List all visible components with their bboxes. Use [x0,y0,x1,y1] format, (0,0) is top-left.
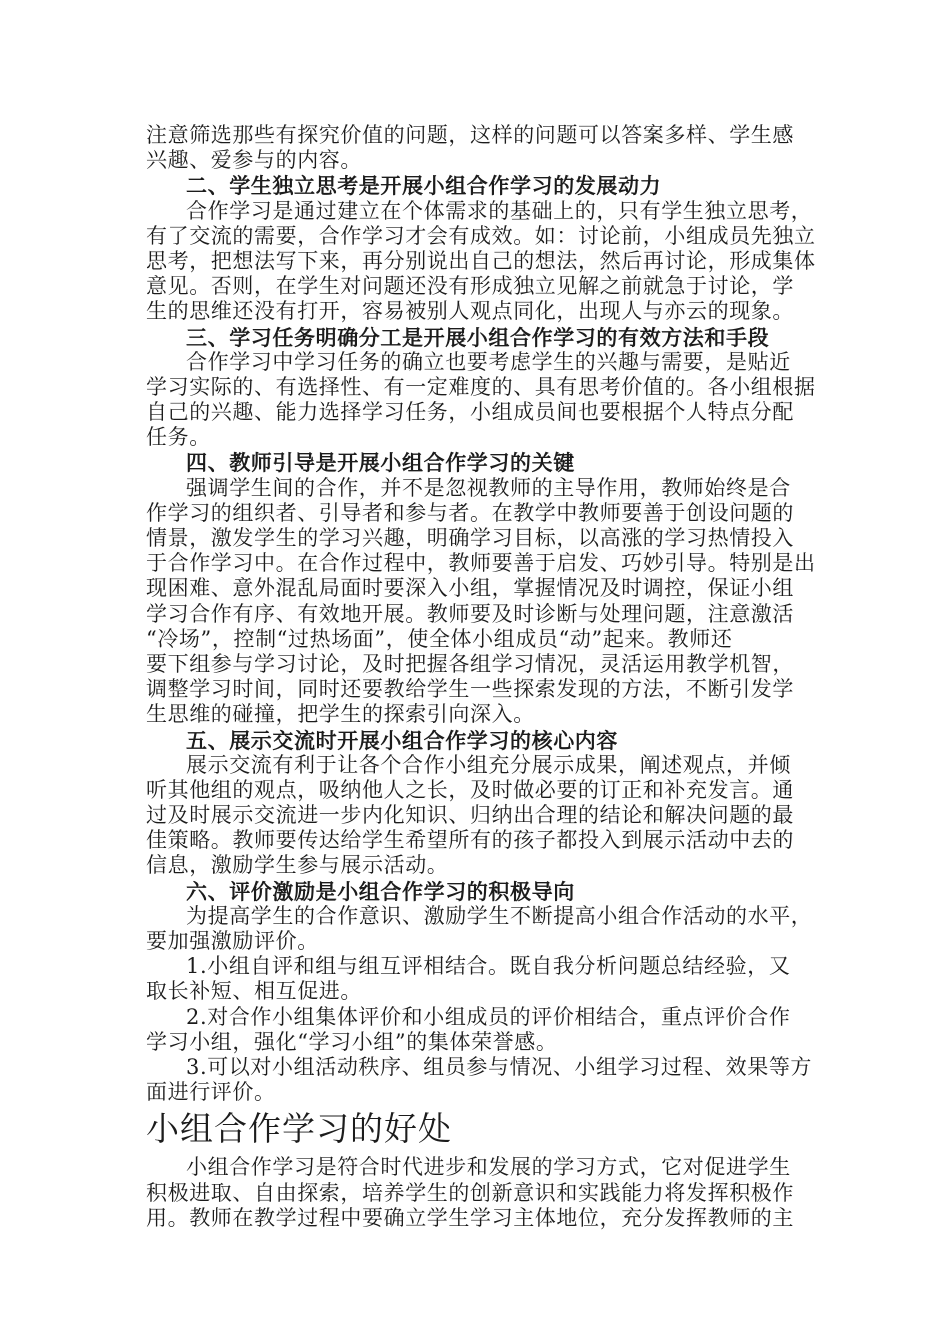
list-item-line: 3.可以对小组活动秩序、组员参与情况、小组学习过程、效果等方 [186,1054,813,1079]
paragraph-line: 要加强激励评价。 [146,929,319,953]
paragraph-line: 于合作学习中。在合作过程中，教师要善于启发、巧妙引导。特别是出 [146,551,816,576]
paragraph-line: 有了交流的需要，合作学习才会有成效。如：讨论前，小组成员先独立 [146,223,816,248]
paragraph-line: 积极进取、自由探索，培养学生的创新意识和实践能力将发挥积极作 [146,1180,794,1205]
document-page [146,123,816,1231]
paragraph-line: 为提高学生的合作意识、激励学生不断提高小组合作活动的水平， [186,903,813,928]
paragraph-line: 作学习的组织者、引导者和参与者。在教学中教师要善于创设问题的 [146,500,794,525]
paragraph-line: 任务。 [146,425,211,450]
paragraph-line: 强调学生间的合作，并不是忽视教师的主导作用，教师始终是合 [186,475,791,500]
paragraph-line: 意见。否则，在学生对问题还没有形成独立见解之前就急于讨论，学 [146,274,794,299]
paragraph-line: 现困难、意外混乱局面时要深入小组，掌握情况及时调控，保证小组 [146,576,794,601]
paragraph-line: 展示交流有利于让各个合作小组充分展示成果，阐述观点，并倾 [186,752,791,777]
list-item-line: 面进行评价。 [146,1080,276,1105]
list-item-line: 学习小组，强化“学习小组”的集体荣誉感。 [146,1029,558,1054]
paragraph-line: 思考，把想法写下来，再分别说出自己的想法，然后再讨论，形成集体 [146,248,816,273]
paragraph-line: 佳策略。教师要传达给学生希望所有的孩子都投入到展示活动中去的 [146,828,794,853]
paragraph-line: 小组合作学习是符合时代进步和发展的学习方式，它对促进学生 [186,1155,791,1180]
paragraph-line: 调整学习时间，同时还要教给学生一些探索发现的方法，不断引发学 [146,677,794,702]
paragraph-line: 兴趣、爱参与的内容。 [146,148,362,173]
paragraph-line: 生思维的碰撞，把学生的探索引向深入。 [146,702,535,727]
paragraph-line: 听其他组的观点，吸纳他人之长，及时做必要的订正和补充发言。通 [146,777,794,802]
paragraph-line: 合作学习是通过建立在个体需求的基础上的，只有学生独立思考， [186,198,813,223]
section-heading: 五、展示交流时开展小组合作学习的核心内容 [186,727,618,753]
section-heading: 二、学生独立思考是开展小组合作学习的发展动力 [186,173,662,199]
benefits-title: 小组合作学习的好处 [146,1109,452,1149]
paragraph-line: 要下组参与学习讨论，及时把握各组学习情况，灵活运用教学机智， [146,651,794,676]
paragraph-line: 生的思维还没有打开，容易被别人观点同化，出现人与亦云的现象。 [146,299,794,324]
paragraph-line: “冷场”，控制“过热场面”，使全体小组成员“动”起来。教师还 [146,626,733,651]
paragraph-line: 注意筛选那些有探究价值的问题，这样的问题可以答案多样、学生感 [146,123,794,147]
paragraph-line: 合作学习中学习任务的确立也要考虑学生的兴趣与需要，是贴近 [186,349,791,374]
section-heading: 四、教师引导是开展小组合作学习的关键 [186,450,575,476]
list-item-line: 取长补短、相互促进。 [146,979,362,1004]
paragraph-line: 信息，激励学生参与展示活动。 [146,853,449,878]
paragraph-line: 情景，激发学生的学习兴趣，明确学习目标，以高涨的学习热情投入 [146,526,794,550]
list-item-line: 2.对合作小组集体评价和小组成员的评价相结合，重点评价合作 [186,1004,791,1029]
paragraph-line: 学习实际的、有选择性、有一定难度的、具有思考价值的。各小组根据 [146,374,816,399]
section-heading: 三、学习任务明确分工是开展小组合作学习的有效方法和手段 [186,324,770,350]
paragraph-line: 过及时展示交流进一步内化知识、归纳出合理的结论和解决问题的最 [146,803,794,828]
paragraph-line: 学习合作有序、有效地开展。教师要及时诊断与处理问题，注意激活 [146,601,794,626]
section-heading: 六、评价激励是小组合作学习的积极导向 [186,878,575,904]
paragraph-line: 自己的兴趣、能力选择学习任务，小组成员间也要根据个人特点分配 [146,400,794,425]
list-item-line: 1.小组自评和组与组互评相结合。既自我分析问题总结经验，又 [186,954,791,979]
paragraph-line: 用。教师在教学过程中要确立学生学习主体地位，充分发挥教师的主 [146,1205,794,1230]
